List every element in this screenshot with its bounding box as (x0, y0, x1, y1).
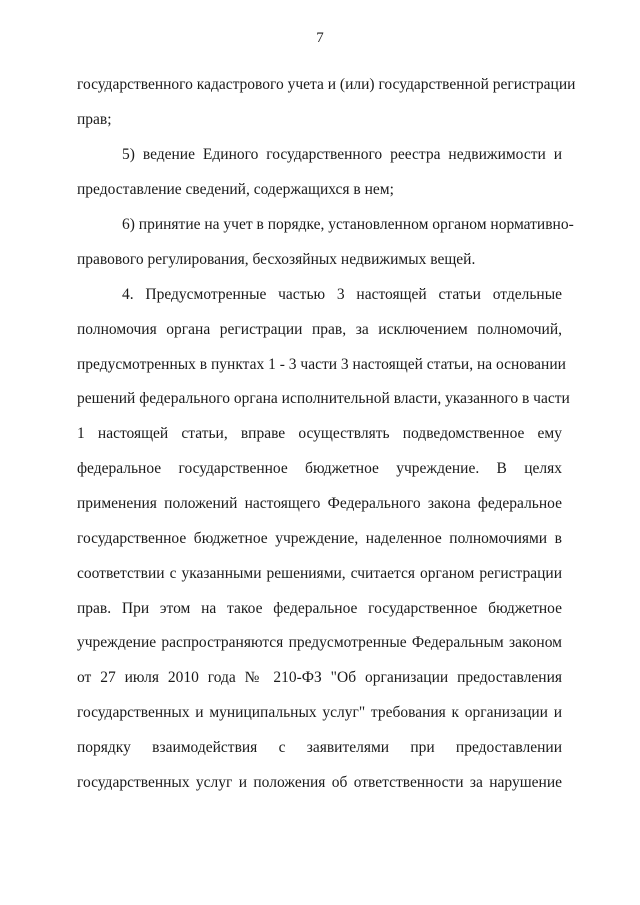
text-line: предоставление сведений, содержащихся в нем; (77, 181, 394, 198)
text-line: прав; (77, 111, 112, 128)
text-line: порядку взаимодействия с заявителями при предоставлении (77, 739, 562, 756)
text-line: прав. При этом на такое федеральное государственное бюджетное (77, 600, 562, 617)
page-number: 7 (316, 30, 324, 46)
text-line: федеральное государственное бюджетное учреждение. В целях (77, 460, 562, 477)
text-line: государственных и муниципальных услуг" требования к организации и (77, 704, 562, 721)
text-line: решений федерального органа исполнительной власти, указанного в части (77, 390, 570, 407)
text-line: полномочия органа регистрации прав, за исключением полномочий, (77, 321, 562, 338)
text-line: учреждение распространяются предусмотренные Федеральным законом (77, 634, 562, 651)
text-line: государственного кадастрового учета и (или) государственной регистрации (77, 76, 576, 93)
text-line: соответствии с указанными решениями, считается органом регистрации (77, 565, 562, 582)
text-line: 4. Предусмотренные частью 3 настоящей статьи отдельные (122, 286, 562, 303)
text-line: 5) ведение Единого государственного реестра недвижимости и (122, 146, 562, 163)
text-line: от 27 июля 2010 года № 210-ФЗ "Об организации предоставления (77, 669, 562, 686)
text-line: государственное бюджетное учреждение, наделенное полномочиями в (77, 530, 562, 547)
text-line: 6) принятие на учет в порядке, установленном органом нормативно- (122, 216, 574, 233)
text-line: правового регулирования, бесхозяйных недвижимых вещей. (77, 251, 476, 268)
text-line: применения положений настоящего Федерального закона федеральное (77, 495, 562, 512)
text-line: предусмотренных в пунктах 1 - 3 части 3 настоящей статьи, на основании (77, 356, 566, 373)
text-line: государственных услуг и положения об ответственности за нарушение (77, 774, 562, 791)
text-line: 1 настоящей статьи, вправе осуществлять подведомственное ему (77, 425, 562, 442)
